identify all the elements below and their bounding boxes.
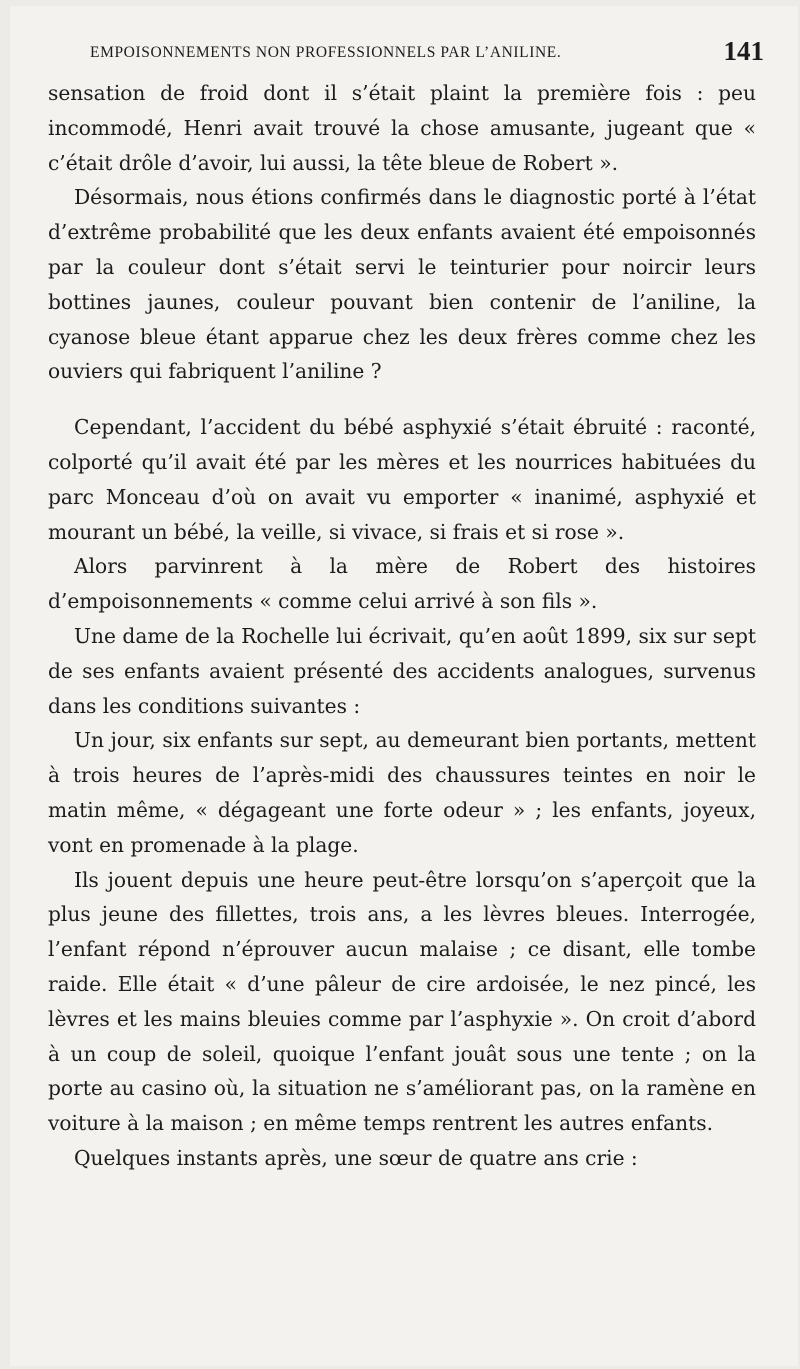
paragraph-diagnosis: Désormais, nous étions confirmés dans le diagnostic porté à l’état d’extrême probabilité que les deux enfants avaient été empoisonnés par la couleur dont s’était servi le teinturier pour noircir leurs bottines jaunes, couleur pouvant bien contenir de l’aniline, la cyanose bleue étant apparue chez les deux frères comme chez les ouviers qui fabriquent l’aniline ? [48,185,756,384]
body-text [48,76,756,1176]
paragraph-shoes: Un jour, six enfants sur sept, au demeurant bien portants, mettent à trois heures de l’après-midi des chaussures teintes en noir le matin même, « dégageant une forte odeur » ; les enfants, joyeux, vont en promenade à la plage. [48,728,756,857]
paragraph-letter: Une dame de la Rochelle lui écrivait, qu’en août 1899, six sur sept de ses enfants avaient présenté des accidents analogues, survenus dans les conditions suivantes : [48,623,756,718]
book-page [48,36,764,1176]
page-number: 141 [723,36,764,66]
running-head: EMPOISONNEMENTS NON PROFESSIONNELS PAR L’ANILINE. [90,44,562,61]
paragraph-stories: Alors parvinrent à la mère de Robert des histoires d’empoisonnements « comme celui arrivé à son fils ». [48,554,756,614]
paragraph-continuation: sensation de froid dont il s’était plaint la première fois : peu incommodé, Henri avait trouvé la chose amusante, jugeant que « c’était drôle d’avoir, lui aussi, la tête bleue de Robert ». [48,81,756,175]
paragraph-sister: Quelques instants après, une sœur de quatre ans crie : [74,1145,638,1170]
paragraph-rumor: Cependant, l’accident du bébé asphyxié s’était ébruité : raconté, colporté qu’il avait été par les mères et les nourrices habituées du parc Monceau d’où on avait vu emporter « inanimé, asphyxié et mourant un bébé, la veille, si vivace, si frais et si rose ». [48,415,756,544]
paragraph-beach: Ils jouent depuis une heure peut-être lorsqu’on s’aperçoit que la plus jeune des fillettes, trois ans, a les lèvres bleues. Interrogée, l’enfant répond n’éprouver aucun malaise ; ce disant, elle tombe raide. Elle était « d’une pâleur de cire ardoisée, le nez pincé, les lèvres et les mains bleuies comme par l’asphyxie ». On croit d’abord à un coup de soleil, quoique l’enfant jouât sous une tente ; on la porte au casino où, la situation ne s’améliorant pas, on la ramène en voiture à la maison ; en même temps rentrent les autres enfants. [48,867,756,1136]
page-header [48,36,764,76]
